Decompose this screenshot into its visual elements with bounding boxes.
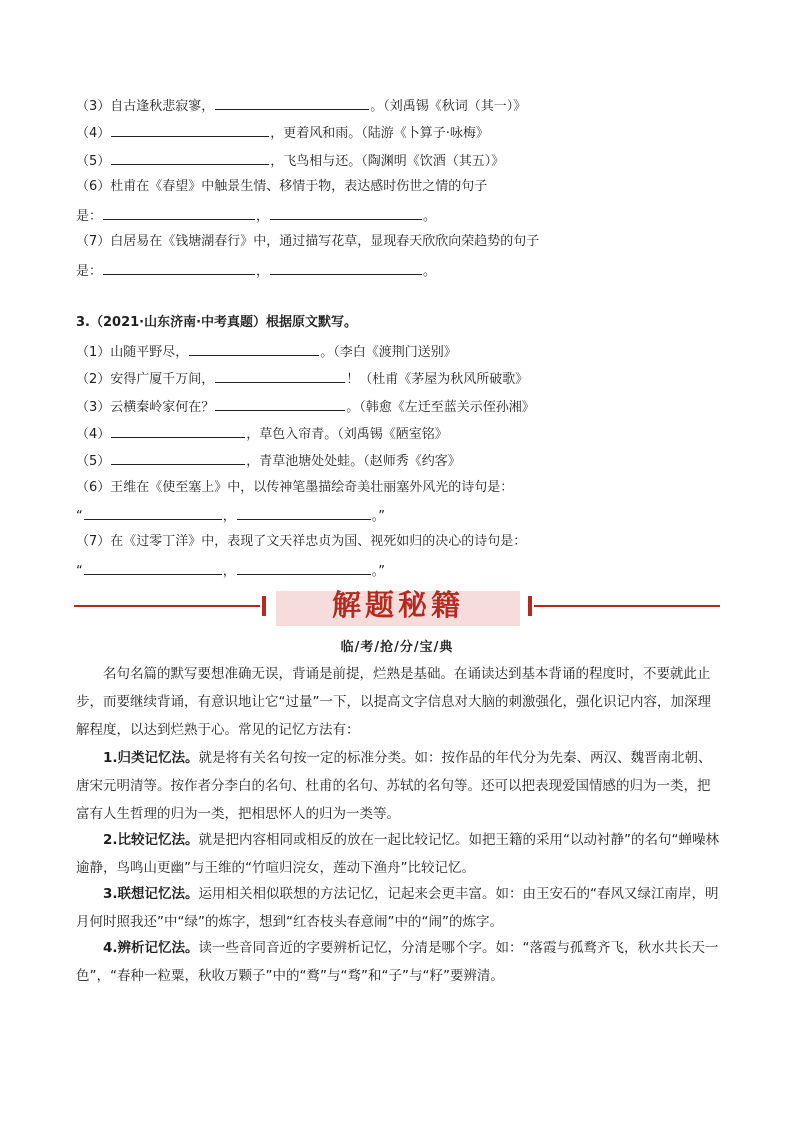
banner-left-bar [262,596,266,616]
answer-blank[interactable] [111,451,245,465]
method-1: 1.归类记忆法。就是将有关名句按一定的标准分类。如：按作品的年代分为先秦、两汉、魏晋南北朝、唐宋元明清等。按作者分李白的名句、杜甫的名句、苏轼的名句等。还可以把表现爱国情感的归为一类，把富有人生哲理的归为一类，把相思怀人的归为一类等。 [76,750,712,822]
answer-blank[interactable] [270,261,422,275]
answer-blank[interactable] [111,123,269,137]
q3-line-4: （4） ，草色入帘青。（刘禹锡《陋室铭》 [76,424,726,444]
q3-line-2: （2）安得广厦千万间， ！（杜甫《茅屋为秋风所破歌》 [76,369,726,389]
answer-blank[interactable] [111,424,245,438]
banner-right-bar [528,596,532,616]
q2-line-3: （3）自古逢秋悲寂寥， 。（刘禹锡《秋词（其一）》 [76,96,726,116]
q3-line-1: （1）山随平野尽， 。（李白《渡荆门送别》 [76,342,726,362]
answer-blank[interactable] [84,561,222,575]
answer-blank[interactable] [111,151,269,165]
q2-line-6-answer: 是： ， 。 [76,206,726,226]
answer-blank[interactable] [103,261,255,275]
q3-line-7-answer: “ ， 。” [76,561,726,581]
answer-blank[interactable] [237,506,371,520]
q2-line-7: （7）白居易在《钱塘湖春行》中，通过描写花草，显现春天欣欣向荣趋势的句子 [76,234,540,249]
q2-line-6: （6）杜甫在《春望》中触景生情、移情于物，表达感时伤世之情的句子 [76,179,488,194]
answer-blank[interactable] [215,96,369,110]
answer-blank[interactable] [189,342,319,356]
q3-line-5: （5） ，青草池塘处处蛙。（赵师秀《约客》 [76,451,726,471]
answer-blank[interactable] [270,206,422,220]
answer-blank[interactable] [215,397,345,411]
answer-blank[interactable] [103,206,255,220]
q3-line-6: （6）王维在《使至塞上》中，以传神笔墨描绘奇美壮丽塞外风光的诗句是： [76,480,514,495]
q2-line-4: （4） ，更着风和雨。（陆游《卜算子·咏梅》 [76,123,726,143]
banner-subtitle: 临/考/抢/分/宝/典 [340,640,454,655]
method-3: 3.联想记忆法。运用相关相似联想的方法记忆，记起来会更丰富。如：由王安石的“春风又绿江南岸，明月何时照我还”中“绿”的炼字，想到“红杏枝头春意闹”中的“闹”的炼字。 [76,886,719,930]
q3-line-3: （3）云横秦岭家何在？ 。（韩愈《左迁至蓝关示侄孙湘》 [76,397,726,417]
answer-blank[interactable] [84,506,222,520]
q2-line-5: （5） ，飞鸟相与还。（陶渊明《饮酒（其五）》 [76,151,726,171]
banner-left-rule [74,605,260,607]
q3-line-6-answer: “ ， 。” [76,506,726,526]
q3-header: 3.（2021·山东济南·中考真题）根据原文默写。 [76,315,358,330]
method-4: 4.辨析记忆法。读一些音同音近的字要辨析记忆，分清是哪个字。如：“落霞与孤鹜齐飞，秋水共长天一色”，“春种一粒粟，秋收万颗子”中的“鹜”与“骛”和“子”与“籽”要辨清。 [76,940,719,984]
banner-title: 解题秘籍 [331,588,464,622]
q3-line-7: （7）在《过零丁洋》中，表现了文天祥忠贞为国、视死如归的决心的诗句是： [76,534,527,549]
q2-line-7-answer: 是： ， 。 [76,261,726,281]
answer-blank[interactable] [237,561,371,575]
method-2: 2.比较记忆法。就是把内容相同或相反的放在一起比较记忆。如把王籍的采用“以动衬静”的名句“蝉噪林逾静，鸟鸣山更幽”与王维的“竹喧归浣女，莲动下渔舟”比较记忆。 [76,832,720,876]
banner-right-rule [534,605,720,607]
intro-paragraph: 名句名篇的默写要想准确无误，背诵是前提，烂熟是基础。在诵读达到基本背诵的程度时，不要就此止步，而要继续背诵，有意识地让它“过量”一下，以提高文字信息对大脑的刺激强化，强化识记内容，加深理解程度，以达到烂熟于心。常见的记忆方法有： [76,666,711,738]
answer-blank[interactable] [215,369,345,383]
